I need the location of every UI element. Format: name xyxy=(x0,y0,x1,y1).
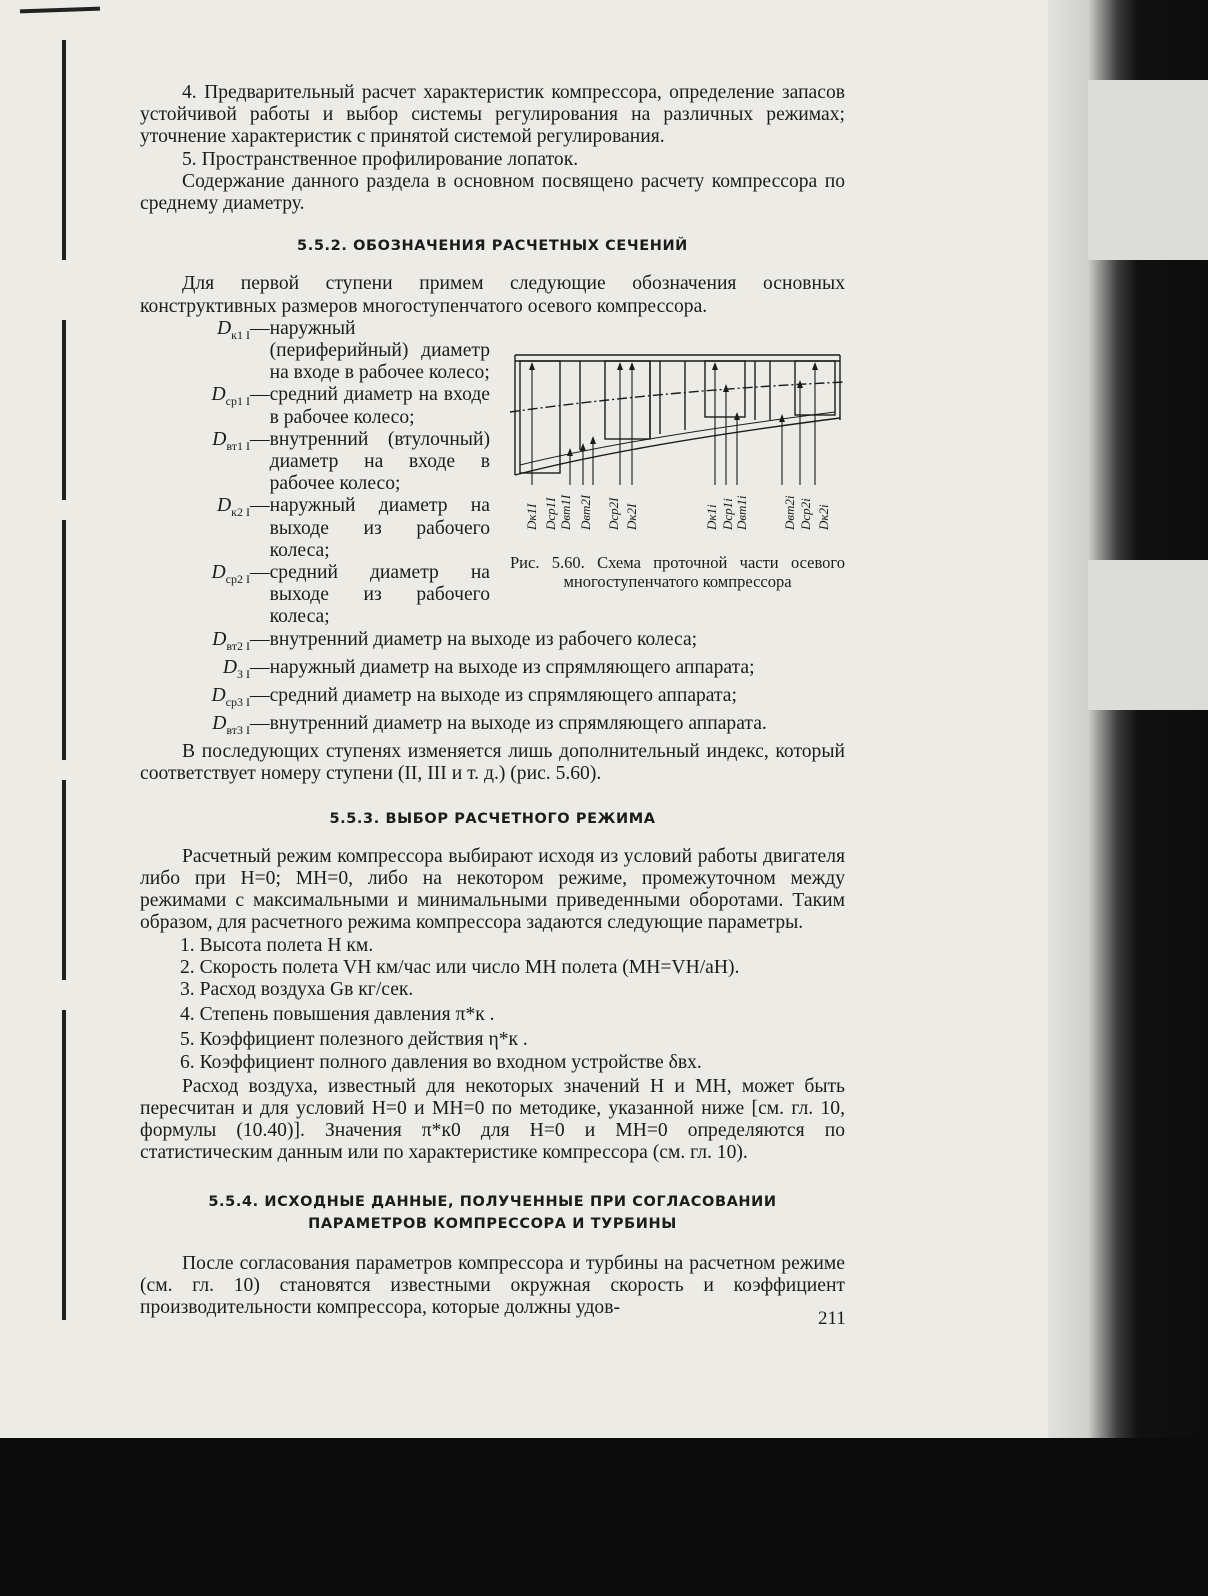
definition-text: внутренний (втулочный) диаметр на входе в рабочее колесо; xyxy=(269,428,490,495)
fig-label: Dср1i xyxy=(720,498,735,530)
definition-text: наружный диаметр на выходе из рабочего колеса; xyxy=(269,495,490,561)
paragraph-item-5: 5. Пространственное профилирование лопаток. xyxy=(182,148,579,170)
definition-text: внутренний диаметр на выходе из спрямляющего аппарата. xyxy=(269,713,767,734)
page-number: 211 xyxy=(818,1308,846,1329)
definition-row: $D_{вт1 I}$ — внутренний (втулочный) диаметр на входе в рабочее колесо; xyxy=(212,428,490,495)
fig-label: Dср1I xyxy=(543,497,558,530)
fig-label: Dк2I xyxy=(624,503,639,530)
hub-line xyxy=(515,418,840,475)
definition-row: $D_{ср3 I}$ — средний диаметр на выходе из спрямляющего аппарата; xyxy=(140,685,845,713)
param-item: 6. Коэффициент полного давления во входном устройстве δвх. xyxy=(180,1051,702,1073)
fig-label: Dср2I xyxy=(606,497,621,530)
definition-text: наружный (периферийный) диаметр на входе в рабочее колесо; xyxy=(269,317,490,384)
scan-right-patch xyxy=(1088,80,1208,260)
definition-row: $D_{ср1 I}$ — средний диаметр на входе в рабочее колесо; xyxy=(211,384,490,428)
section-heading-5-5-2: 5.5.2. ОБОЗНАЧЕНИЯ РАСЧЕТНЫХ СЕЧЕНИЙ xyxy=(297,238,688,255)
param-item: 4. Степень повышения давления π*к . xyxy=(180,1004,495,1026)
paragraph-subsequent-stages: В последующих ступенях изменяется лишь дополнительный индекс, который соответствует номеру ступени (II, III и т. д.) (рис. 5.60). xyxy=(140,741,845,785)
figure-5-60 xyxy=(510,350,845,608)
definition-row: $D_{ср2 I}$ — средний диаметр на выходе из рабочего колеса; xyxy=(211,562,490,628)
binding-line xyxy=(62,40,66,260)
definition-text: средний диаметр на выходе из спрямляющего аппарата; xyxy=(269,684,737,706)
definitions-left-column xyxy=(140,318,490,629)
definition-row: $D_{к2 I}$ — наружный диаметр на выходе из рабочего колеса; xyxy=(217,495,490,561)
fig-label: Dк1I xyxy=(524,503,539,530)
blade-row-box xyxy=(520,361,560,473)
fig-label: Dвт2I xyxy=(578,494,593,530)
section-heading-5-5-3: 5.5.3. ВЫБОР РАСЧЕТНОГО РЕЖИМА xyxy=(329,810,656,827)
definition-text: внутренний диаметр на выходе из рабочего колеса; xyxy=(269,628,698,650)
paragraph-design-mode: Расчетный режим компрессора выбирают исходя из условий работы двигателя либо при H=0; MH=0, либо на некотором режиме, промежуточном между режимами с максимальными и минимальными приведенными оборотами. Таким образом, для расчетного режима компрессора задаются следующие параметры. xyxy=(140,845,845,934)
param-item: 3. Расход воздуха Gв кг/сек. xyxy=(180,978,414,1000)
definition-text: средний диаметр на входе в рабочее колесо; xyxy=(269,384,490,428)
definition-row: $D_{к1 I}$ — наружный (периферийный) диаметр на входе в рабочее колесо; xyxy=(217,317,490,384)
fig-label: Dк1i xyxy=(704,504,719,530)
figure-caption: Рис. 5.60. Схема проточной части осевого многоступенчатого компрессора xyxy=(510,553,845,592)
compressor-flow-diagram xyxy=(510,350,845,535)
binding-line xyxy=(62,780,66,980)
param-item: 5. Коэффициент полезного действия η*к . xyxy=(180,1029,528,1051)
fig-label: Dвт1I xyxy=(558,494,573,530)
document-page xyxy=(140,82,845,1320)
binding-line xyxy=(62,1010,66,1320)
paragraph-air-flow: Расход воздуха, известный для некоторых значений H и MH, может быть пересчитан и для условий H=0 и MH=0 по методике, указанной ниже [см. гл. 10, формулы (10.40)]. Значения π*к0 для H=0 и MH=0 определяются по статистическим данным или по характеристике компрессора (см. гл. 10). xyxy=(140,1075,845,1164)
param-item: 2. Скорость полета VH км/час или число MH полета (MH=VH/aH). xyxy=(180,956,740,978)
paragraph-item-4: 4. Предварительный расчет характеристик компрессора, определение запасов устойчивой работы и выбор системы регулирования на различных режимах; уточнение характеристик с принятой системой регулирования. xyxy=(140,82,845,148)
fig-label: Dвт2i xyxy=(782,495,797,530)
paragraph-first-stage: Для первой ступени примем следующие обозначения основных конструктивных размеров многоступенчатого осевого компрессора. xyxy=(140,273,845,317)
definition-row: $D_{вт2 I}$ — внутренний диаметр на выходе из рабочего колеса; xyxy=(140,629,845,657)
fig-label: Dк2i xyxy=(816,504,831,530)
definition-row: $D_{3 I}$ — наружный диаметр на выходе из спрямляющего аппарата; xyxy=(140,657,845,685)
scan-right-patch xyxy=(1088,560,1208,710)
section-heading-5-5-4-line2: ПАРАМЕТРОВ КОМПРЕССОРА И ТУРБИНЫ xyxy=(308,1215,677,1232)
blade-row-box xyxy=(605,361,650,439)
definition-text: средний диаметр на выходе из рабочего колеса; xyxy=(269,562,490,628)
paragraph-content: Содержание данного раздела в основном посвящено расчету компрессора по среднему диаметру. xyxy=(140,170,845,215)
fig-label: Dвт1i xyxy=(734,495,749,530)
binding-line xyxy=(62,320,66,500)
definition-row: $D_{вт3 I}$ — внутренний диаметр на выходе из спрямляющего аппарата. xyxy=(140,713,845,741)
fig-label: Dср2i xyxy=(798,498,813,530)
section-heading-5-5-4: 5.5.4. ИСХОДНЫЕ ДАННЫЕ, ПОЛУЧЕННЫЕ ПРИ СОГЛАСОВАНИИ xyxy=(208,1193,777,1210)
scan-bottom-shadow xyxy=(0,1438,1208,1596)
definition-text: наружный диаметр на выходе из спрямляющего аппарата; xyxy=(269,656,755,678)
param-item: 1. Высота полета H км. xyxy=(180,934,374,956)
paragraph-after-matching: После согласования параметров компрессора и турбины на расчетном режиме (см. гл. 10) становятся известными окружная скорость и коэффициент производительности компрессора, которые должны удов- xyxy=(140,1252,845,1319)
binding-line xyxy=(62,520,66,760)
